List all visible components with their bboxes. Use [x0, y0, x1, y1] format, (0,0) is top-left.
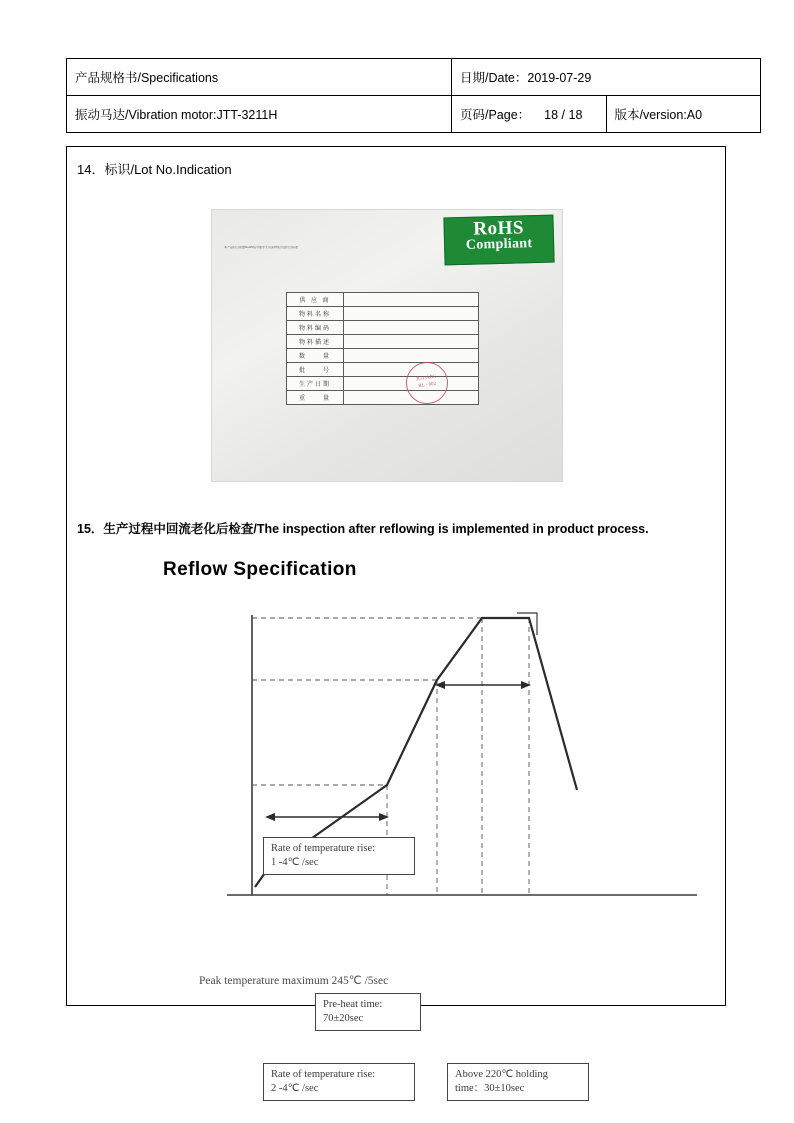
header-version-cell: 版本/version:A0 — [606, 96, 761, 133]
header-date-cell: 日期/Date：2019-07-29 — [452, 59, 761, 96]
arrow-head-right — [521, 681, 531, 689]
annotation-line-1: Rate of temperature rise: — [271, 843, 376, 854]
header-page-cell — [452, 96, 607, 133]
label-key: 生产日期 — [287, 377, 344, 391]
label-key: 物料描述 — [287, 335, 344, 349]
lot-label-photo — [211, 209, 563, 482]
table-row — [67, 96, 761, 133]
label-key: 数 量 — [287, 349, 344, 363]
label-key: 批 号 — [287, 363, 344, 377]
chart-title: Reflow Specification — [163, 559, 357, 580]
label-value — [344, 321, 479, 335]
table-row — [287, 377, 479, 391]
reflow-profile-chart — [137, 595, 717, 1094]
annotation-line-1: Pre-heat time: — [323, 999, 383, 1010]
label-key: 物料名称 — [287, 307, 344, 321]
label-key: 供 应 商 — [287, 293, 344, 307]
table-row — [287, 391, 479, 405]
rohs-line-2: Compliant — [465, 236, 533, 253]
annotation-rate-of-rise-1 — [263, 837, 415, 875]
table-row — [287, 307, 479, 321]
stamp-line-2: RL - 002 — [418, 381, 437, 390]
content-frame — [66, 146, 726, 1094]
label-value — [344, 335, 479, 349]
top-right-marker — [517, 613, 537, 635]
page-label: 页码/Page： — [460, 108, 531, 122]
arrow-head-left — [265, 813, 275, 821]
chart-caption: Peak temperature maximum 245℃ /5sec — [199, 975, 389, 987]
header-model-cell: 振动马达/Vibration motor:JTT-3211H — [67, 96, 452, 133]
annotation-preheat-time — [315, 993, 421, 1031]
table-row — [287, 335, 479, 349]
table-row — [287, 363, 479, 377]
annotation-above-220 — [447, 1063, 589, 1101]
rohs-compliant-sticker — [443, 215, 554, 266]
label-key: 物料编码 — [287, 321, 344, 335]
annotation-rate-of-rise-2 — [263, 1063, 415, 1101]
table-row — [287, 293, 479, 307]
table-row — [287, 321, 479, 335]
photo-fine-print: 本产品符合欧盟RoHS指令要求无有害物质含量符合标准 — [224, 246, 299, 249]
annotation-line-2: 70±20sec — [323, 1013, 364, 1024]
rohs-line-1: RoHS — [473, 217, 525, 240]
annotation-line-2: time：30±10sec — [455, 1083, 525, 1094]
header-table — [66, 58, 761, 133]
page-number: 18 / 18 — [544, 108, 583, 122]
lot-label-table — [286, 292, 479, 405]
annotation-line-2: 1 -4℃ /sec — [271, 857, 319, 868]
annotation-line-2: 2 -4℃ /sec — [271, 1083, 319, 1094]
label-value — [344, 307, 479, 321]
table-row — [287, 349, 479, 363]
header-spec-cell: 产品规格书/Specifications — [67, 59, 452, 96]
stamp-line-1: JGT/ABC — [415, 374, 437, 383]
section-14-title: 14．标识/Lot No.Indication — [77, 162, 232, 177]
label-value — [344, 293, 479, 307]
table-row — [67, 59, 761, 96]
arrow-head-right — [379, 813, 389, 821]
annotation-line-1: Above 220℃ holding — [455, 1069, 548, 1080]
section-15-title: 15．生产过程中回流老化后检查/The inspection after reflowing is implemented in product process. — [77, 522, 649, 536]
label-value — [344, 349, 479, 363]
label-key: 重 量 — [287, 391, 344, 405]
annotation-line-1: Rate of temperature rise: — [271, 1069, 376, 1080]
reflow-chart-svg — [137, 595, 717, 995]
